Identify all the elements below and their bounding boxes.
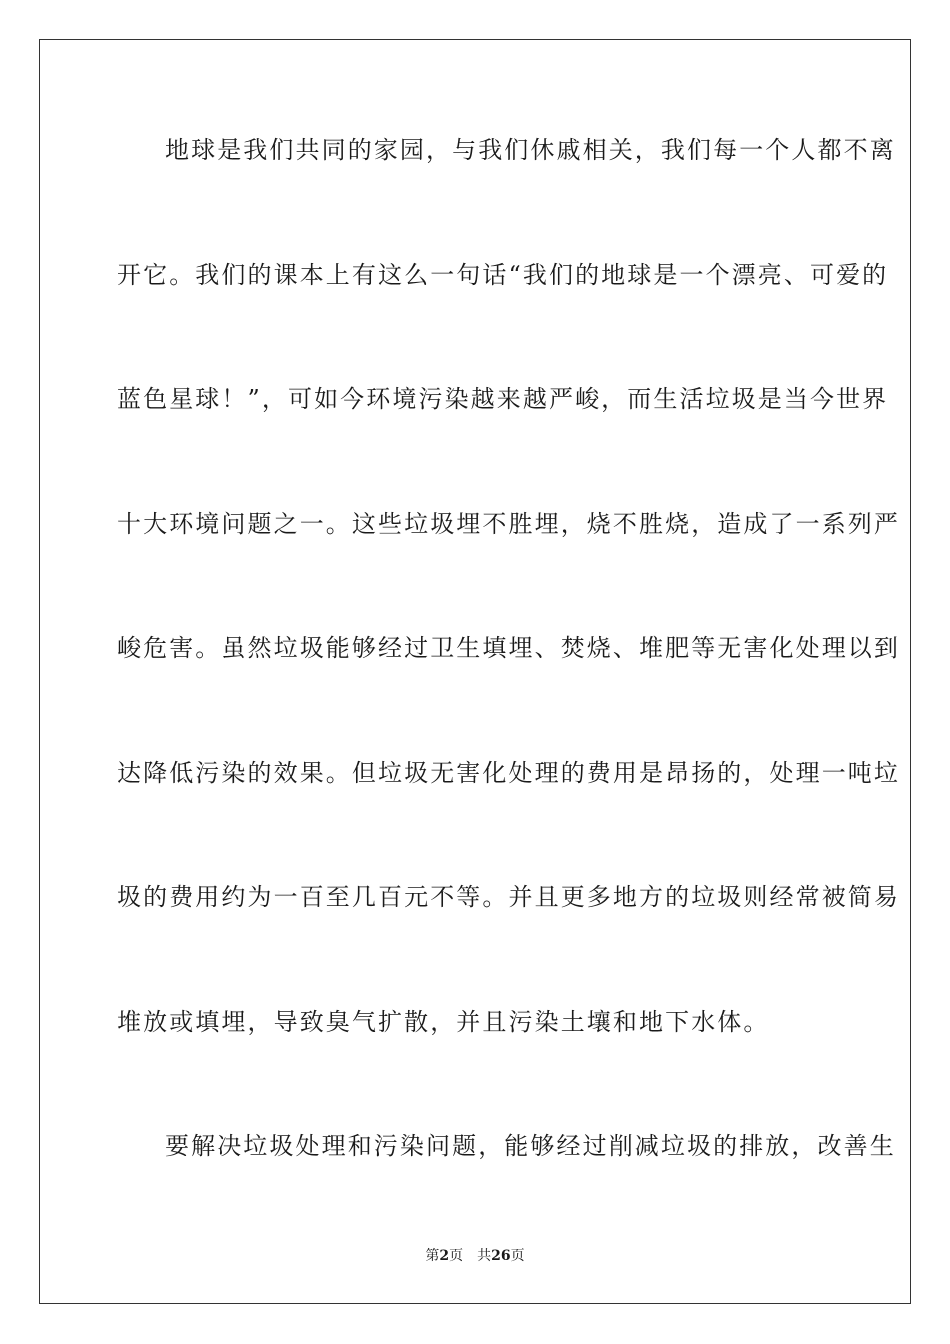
text-line-2: 开它。我们的课本上有这么一句话“我们的地球是一个漂亮、可爱的 xyxy=(117,261,889,289)
page-number: 2 xyxy=(439,1248,450,1264)
text-line-4: 十大环境问题之一。这些垃圾埋不胜埋，烧不胜烧，造成了一系列严 xyxy=(117,510,900,538)
total-pages: 26 xyxy=(491,1248,511,1264)
text-line-1: 地球是我们共同的家园，与我们休戚相关，我们每一个人都不离 xyxy=(165,136,896,164)
page-footer xyxy=(0,1246,950,1266)
text-line-9: 要解决垃圾处理和污染问题，能够经过削减垃圾的排放，改善生 xyxy=(165,1132,896,1160)
page-suffix: 页 xyxy=(449,1248,464,1264)
total-prefix: 共 xyxy=(477,1248,492,1264)
total-suffix: 页 xyxy=(510,1248,525,1264)
text-line-6: 达降低污染的效果。但垃圾无害化处理的费用是昂扬的，处理一吨垃 xyxy=(117,759,900,787)
text-line-8: 堆放或填埋，导致臭气扩散，并且污染土壤和地下水体。 xyxy=(117,1008,770,1036)
page-border xyxy=(39,39,911,1304)
text-line-3: 蓝色星球！”，可如今环境污染越来越严峻，而生活垃圾是当今世界 xyxy=(117,385,889,413)
text-line-5: 峻危害。虽然垃圾能够经过卫生填埋、焚烧、堆肥等无害化处理以到 xyxy=(117,634,900,662)
page-prefix: 第 xyxy=(425,1248,440,1264)
text-line-7: 圾的费用约为一百至几百元不等。并且更多地方的垃圾则经常被简易 xyxy=(117,883,900,911)
